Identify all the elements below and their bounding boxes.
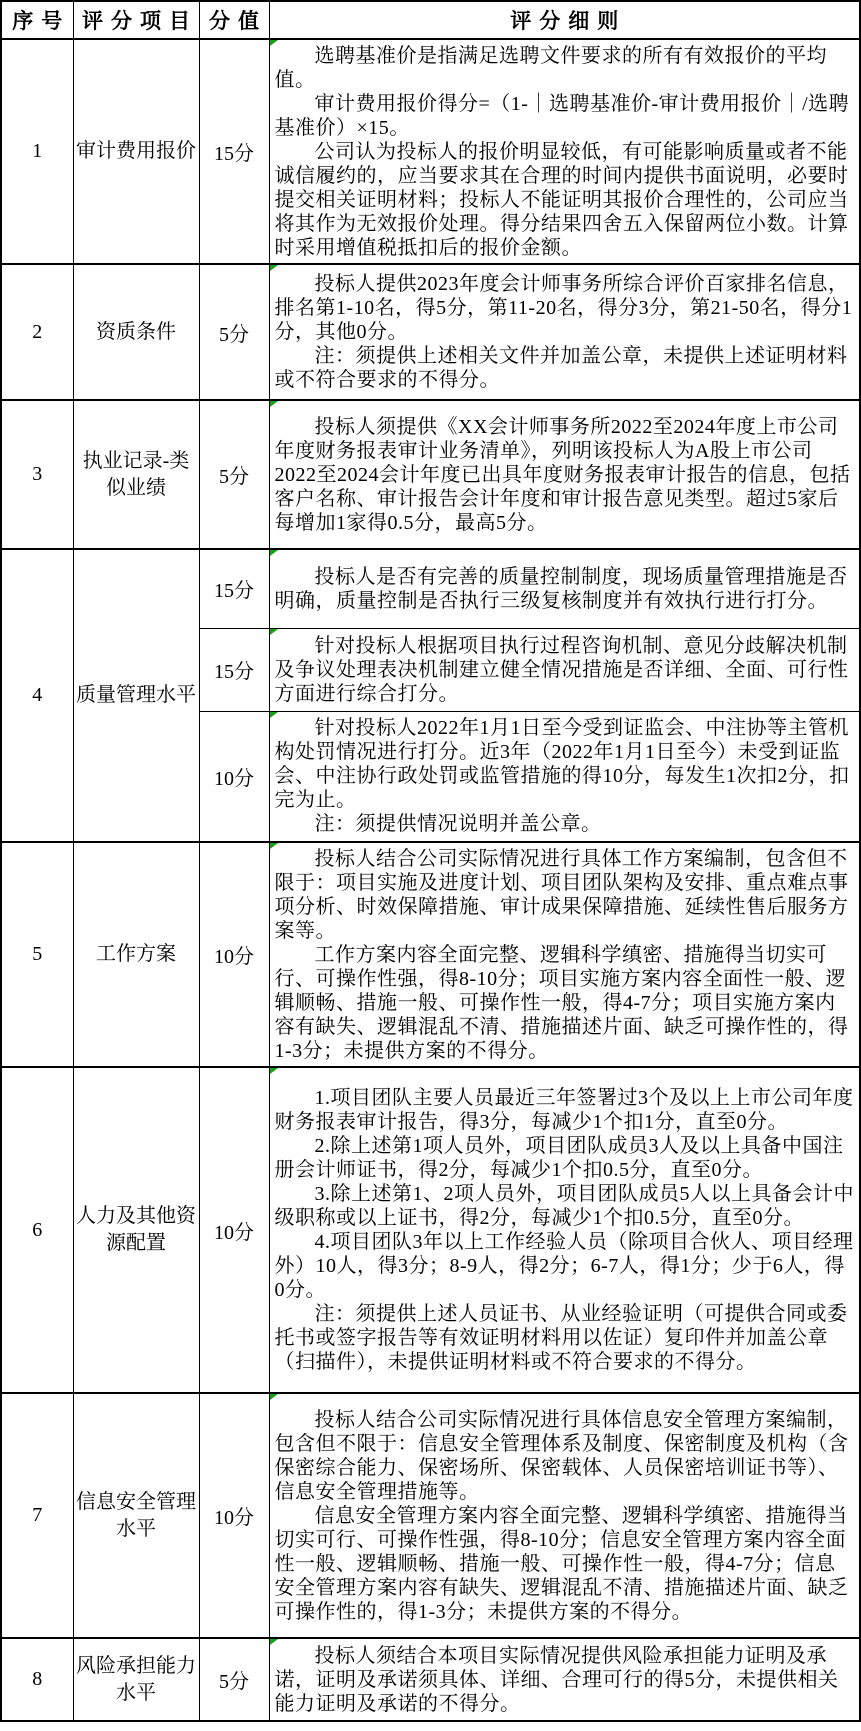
header-col-no: 序号 bbox=[1, 1, 73, 39]
table-row bbox=[1, 264, 860, 400]
item-name-cell: 信息安全管理水平 bbox=[73, 1393, 199, 1638]
detail-cell bbox=[269, 711, 860, 842]
detail-cell bbox=[269, 549, 860, 628]
score-cell: 10分 bbox=[199, 1393, 269, 1638]
table-row bbox=[1, 549, 860, 628]
excel-green-corner-icon bbox=[270, 401, 278, 407]
item-name-cell: 风险承担能力水平 bbox=[73, 1638, 199, 1721]
item-name-cell: 人力及其他资源配置 bbox=[73, 1067, 199, 1393]
score-cell: 5分 bbox=[199, 264, 269, 400]
item-name-cell: 质量管理水平 bbox=[73, 549, 199, 842]
table-row bbox=[1, 39, 860, 264]
detail-paragraphs: 针对投标人根据项目执行过程咨询机制、意见分歧解决机制及争议处理表决机制建立健全情况措施是否详细、全面、可行性方面进行综合打分。 bbox=[274, 634, 849, 705]
row-number-cell: 7 bbox=[1, 1393, 73, 1638]
row-number-cell: 4 bbox=[1, 549, 73, 842]
score-cell: 5分 bbox=[199, 1638, 269, 1721]
detail-paragraphs: 投标人结合公司实际情况进行具体信息安全管理方案编制，包含但不限于：信息安全管理体系及制度、保密制度及机构（含保密综合能力、保密场所、保密载体、人员保密培训证书等）、信息安全管理措施等。 信息安全管理方案内容全面完整、逻辑科学缜密、措施得当切实可行、可操作性强，得8-10分；信息安全管理方案内容全面性一般、逻辑顺畅、措施一般、可操作性一般，得4-7分；信息安全管理方案内容有缺失、逻辑混乱不清、措施描述片面、缺乏可操作性的，得1-3分；未提供方案的不得分。 bbox=[274, 1408, 849, 1623]
excel-green-corner-icon bbox=[270, 1394, 278, 1400]
item-name-cell: 审计费用报价 bbox=[73, 39, 199, 264]
score-cell: 10分 bbox=[199, 711, 269, 842]
detail-paragraphs: 投标人是否有完善的质量控制制度，现场质量管理措施是否明确，质量控制是否执行三级复核制度并有效执行进行打分。 bbox=[274, 565, 848, 612]
row-number-cell: 3 bbox=[1, 400, 73, 549]
header-col-item: 评分项目 bbox=[73, 1, 199, 39]
table-row bbox=[1, 842, 860, 1067]
excel-green-corner-icon bbox=[270, 843, 278, 849]
excel-green-corner-icon bbox=[270, 1068, 278, 1074]
detail-cell bbox=[269, 264, 860, 400]
score-cell: 10分 bbox=[199, 1067, 269, 1393]
excel-green-corner-icon bbox=[270, 265, 278, 271]
item-name-cell: 资质条件 bbox=[73, 264, 199, 400]
header-col-score: 分值 bbox=[199, 1, 269, 39]
score-cell: 15分 bbox=[199, 39, 269, 264]
score-cell: 15分 bbox=[199, 549, 269, 628]
score-cell: 5分 bbox=[199, 400, 269, 549]
header-col-detail: 评分细则 bbox=[269, 1, 860, 39]
detail-paragraphs: 投标人须结合本项目实际情况提供风险承担能力证明及承诺，证明及承诺须具体、详细、合理可行的得5分，未提供相关能力证明及承诺的不得分。 bbox=[274, 1644, 839, 1715]
detail-cell bbox=[269, 1638, 860, 1721]
excel-green-corner-icon bbox=[270, 40, 278, 46]
row-number-cell: 1 bbox=[1, 39, 73, 264]
row-number-cell: 6 bbox=[1, 1067, 73, 1393]
row-number-cell: 5 bbox=[1, 842, 73, 1067]
item-name-cell: 执业记录-类似业绩 bbox=[73, 400, 199, 549]
item-name-cell: 工作方案 bbox=[73, 842, 199, 1067]
table-row bbox=[1, 1393, 860, 1638]
row-number-cell: 8 bbox=[1, 1638, 73, 1721]
detail-cell bbox=[269, 39, 860, 264]
detail-paragraphs: 投标人须提供《XX会计师事务所2022至2024年度上市公司年度财务报表审计业务清单》，列明该投标人为A股上市公司2022至2024会计年度已出具年度财务报表审计报告的信息，包括客户名称、审计报告会计年度和审计报告意见类型。超过5家后每增加1家得0.5分，最高5分。 bbox=[274, 415, 851, 534]
table-row bbox=[1, 400, 860, 549]
table-row bbox=[1, 1638, 860, 1721]
excel-green-corner-icon bbox=[270, 1639, 278, 1645]
detail-cell bbox=[269, 400, 860, 549]
row-number-cell: 2 bbox=[1, 264, 73, 400]
score-cell: 15分 bbox=[199, 628, 269, 711]
detail-paragraphs: 针对投标人2022年1月1日至今受到证监会、中注协等主管机构处罚情况进行打分。近3年（2022年1月1日至今）未受到证监会、中注协行政处罚或监管措施的得10分，每发生1次扣2分，扣完为止。 注：须提供情况说明并盖公章。 bbox=[274, 717, 850, 836]
detail-cell bbox=[269, 1067, 860, 1393]
excel-green-corner-icon bbox=[270, 712, 278, 718]
score-cell: 10分 bbox=[199, 842, 269, 1067]
excel-green-corner-icon bbox=[270, 629, 278, 635]
detail-paragraphs: 投标人提供2023年度会计师事务所综合评价百家排名信息，排名第1-10名，得5分，第11-20名，得分3分，第21-50名，得分1分，其他0分。 注：须提供上述相关文件并加盖公章，未提供上述证明材料或不符合要求的不得分。 bbox=[274, 273, 853, 391]
detail-paragraphs: 1.项目团队主要人员最近三年签署过3个及以上上市公司年度财务报表审计报告，得3分，每减少1个扣1分，直至0分。 2.除上述第1项人员外，项目团队成员3人及以上具备中国注册会计师证书，得2分，每减少1个扣0.5分，直至0分。 3.除上述第1、2项人员外，项目团队成员5人以上具备会计中级职称或以上证书，得2分，每减少1个扣0.5分，直至0分。 4.项目团队3年以上工作经验人员（除项目合伙人、项目经理外）10人，得3分；8-9人，得2分；6-7人，得1分；少于6人，得0分。 注：须提供上述人员证书、从业经验证明（可提供合同或委托书或签字报告等有效证明材料用以佐证）复印件并加盖公章（扫描件），未提供证明材料或不符合要求的不得分。 bbox=[274, 1087, 854, 1373]
table-row bbox=[1, 1067, 860, 1393]
table-header-row bbox=[1, 1, 860, 39]
detail-paragraphs: 选聘基准价是指满足选聘文件要求的所有有效报价的平均值。 审计费用报价得分=（1-｜选聘基准价-审计费用报价｜/选聘基准价）×15。 公司认为投标人的报价明显较低，有可能影响质量或者不能诚信履约的，应当要求其在合理的时间内提供书面说明，必要时提交相关证明材料；投标人不能证明其报价合理性的，公司应当将其作为无效报价处理。得分结果四舍五入保留两位小数。计算时采用增值税抵扣后的报价金额。 bbox=[274, 44, 850, 259]
excel-green-corner-icon bbox=[270, 550, 278, 556]
detail-cell bbox=[269, 628, 860, 711]
detail-paragraphs: 投标人结合公司实际情况进行具体工作方案编制，包含但不限于：项目实施及进度计划、项目团队架构及安排、重点难点事项分析、时效保障措施、审计成果保障措施、延续性售后服务方案等。 工作方案内容全面完整、逻辑科学缜密、措施得当切实可行、可操作性强，得8-10分；项目实施方案内容全面性一般、逻辑顺畅、措施一般、可操作性一般，得4-7分；项目实施方案内容有缺失、逻辑混乱不清、措施描述片面、缺乏可操作性的，得1-3分；未提供方案的不得分。 bbox=[274, 847, 849, 1062]
detail-cell bbox=[269, 842, 860, 1067]
detail-cell bbox=[269, 1393, 860, 1638]
